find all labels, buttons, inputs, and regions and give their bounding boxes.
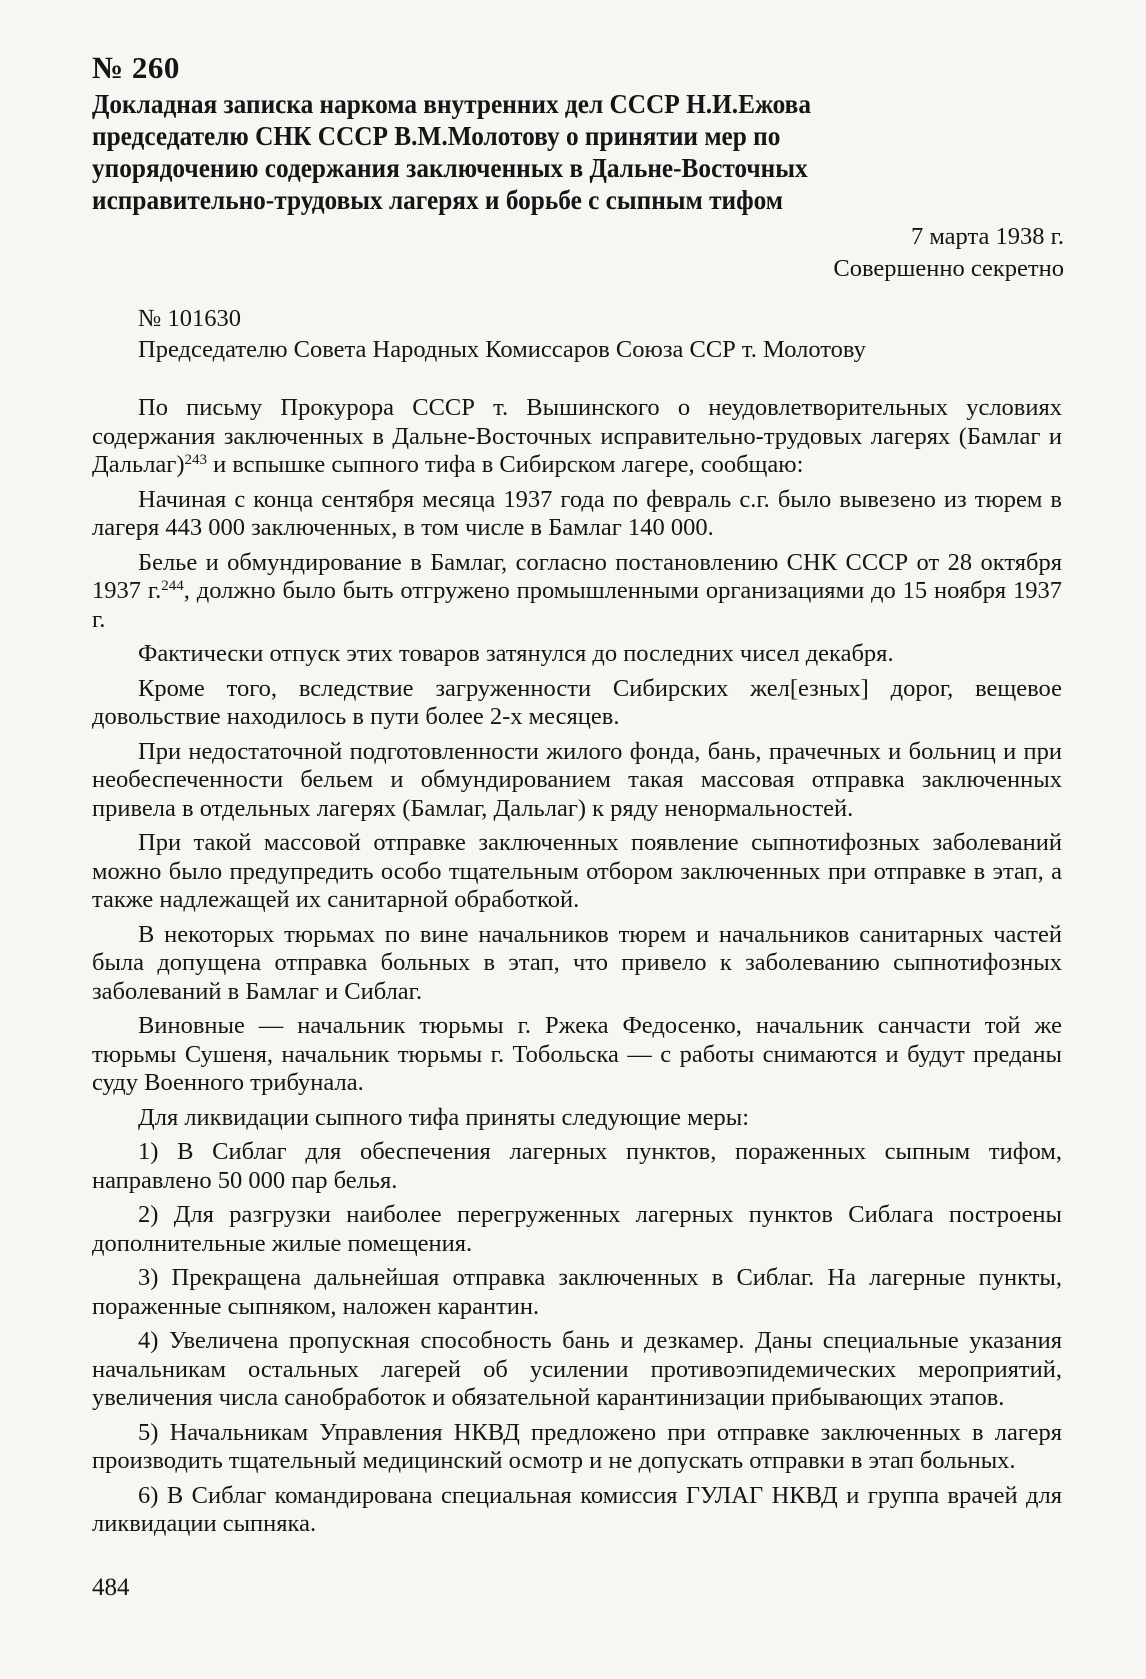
page-number: 484: [92, 1574, 130, 1601]
measure-item: 3) Прекращена дальнейшая отправка заключенных в Сиблаг. На лагерные пункты, пораженные сыпняком, наложен карантин.: [92, 1264, 1062, 1320]
registration-number: № 101630: [138, 305, 242, 332]
date-block: [833, 221, 1064, 285]
addressee: Председателю Совета Народных Комиссаров Союза ССР т. Молотову: [138, 336, 866, 363]
footnote-ref: 244: [161, 578, 184, 594]
document-body: [92, 394, 1062, 1545]
title-line: исправительно-трудовых лагерях и борьбе с сыпным тифом: [92, 184, 784, 215]
paragraph: Белье и обмундирование в Бамлаг, согласно постановлению СНК СССР от 28 октября 1937 г.$^{244}$, должно было быть отгружено промышленными организациями до 15 ноября 1937 г.: [92, 548, 1062, 633]
measure-item: 2) Для разгрузки наиболее перегруженных лагерных пунктов Сиблага построены дополнительные жилые помещения.: [92, 1201, 1062, 1257]
paragraph: По письму Прокурора СССР т. Вышинского о неудовлетворительных условиях содержания заключенных в Дальне-Восточных исправительно-трудовых лагерях (Бамлаг и Дальлаг)$^{243}$ и вспышке сыпного тифа в Сибирском лагере, сообщаю:: [92, 394, 1062, 478]
paragraph: Фактически отпуск этих товаров затянулся до последних чисел декабря.: [138, 640, 894, 667]
paragraph: Виновные — начальник тюрьмы г. Ржека Федосенко, начальник санчасти той же тюрьмы Сушеня, начальник тюрьмы г. Тобольска — с работы снимаются и будут преданы суду Военного трибунала.: [92, 1012, 1062, 1096]
measure-item: 6) В Сиблаг командирована специальная комиссия ГУЛАГ НКВД и группа врачей для ликвидации сыпняка.: [92, 1481, 1062, 1537]
measure-item: 1) В Сиблаг для обеспечения лагерных пунктов, пораженных сыпным тифом, направлено 50 000 пар белья.: [92, 1138, 1062, 1194]
paragraph: Кроме того, вследствие загруженности Сибирских жел[езных] дорог, вещевое довольствие находилось в пути более 2-х месяцев.: [92, 674, 1062, 730]
paragraph: При такой массовой отправке заключенных появление сыпнотифозных заболеваний можно было предупредить особо тщательным отбором заключенных при отправке в этап, а также надлежащей их санитарной обработкой.: [92, 829, 1062, 913]
document-number: № 260: [92, 50, 180, 85]
measure-item: 4) Увеличена пропускная способность бань и дезкамер. Даны специальные указания начальникам остальных лагерей об усилении противоэпидемических мероприятий, увеличения числа санобработок и обязательной карантинизации прибывающих этапов.: [92, 1327, 1062, 1411]
document-title: [92, 88, 994, 216]
document-date: 7 марта 1938 г.: [910, 223, 1064, 250]
paragraph: В некоторых тюрьмах по вине начальников тюрем и начальников санитарных частей была допущена отправка больных в этап, что привело к заболеванию сыпнотифозных заболеваний в Бамлаг и Сиблаг.: [92, 920, 1062, 1005]
measure-item: 5) Начальникам Управления НКВД предложено при отправке заключенных в лагеря производить тщательный медицинский осмотр и не допускать отправки в этап больных.: [92, 1418, 1062, 1474]
title-line: председателю СНК СССР В.М.Молотову о принятии мер по: [92, 120, 781, 151]
paragraph: При недостаточной подготовленности жилого фонда, бань, прачечных и больниц и при необеспеченности бельем и обмундированием такая массовая отправка заключенных привела в отдельных лагерях (Бамлаг, Дальлаг) к ряду ненормальностей.: [92, 737, 1062, 822]
paragraph: Начиная с конца сентября месяца 1937 года по февраль с.г. было вывезено из тюрем в лагеря 443 000 заключенных, в том числе в Бамлаг 140 000.: [92, 485, 1062, 541]
paragraph: Для ликвидации сыпного тифа приняты следующие меры:: [138, 1103, 750, 1131]
title-line: упорядочению содержания заключенных в Дальне-Восточных: [92, 152, 808, 183]
classification-stamp: Совершенно секретно: [833, 255, 1064, 282]
title-line: Докладная записка наркома внутренних дел СССР Н.И.Ежова: [92, 88, 812, 119]
footnote-ref: 243: [184, 452, 208, 468]
